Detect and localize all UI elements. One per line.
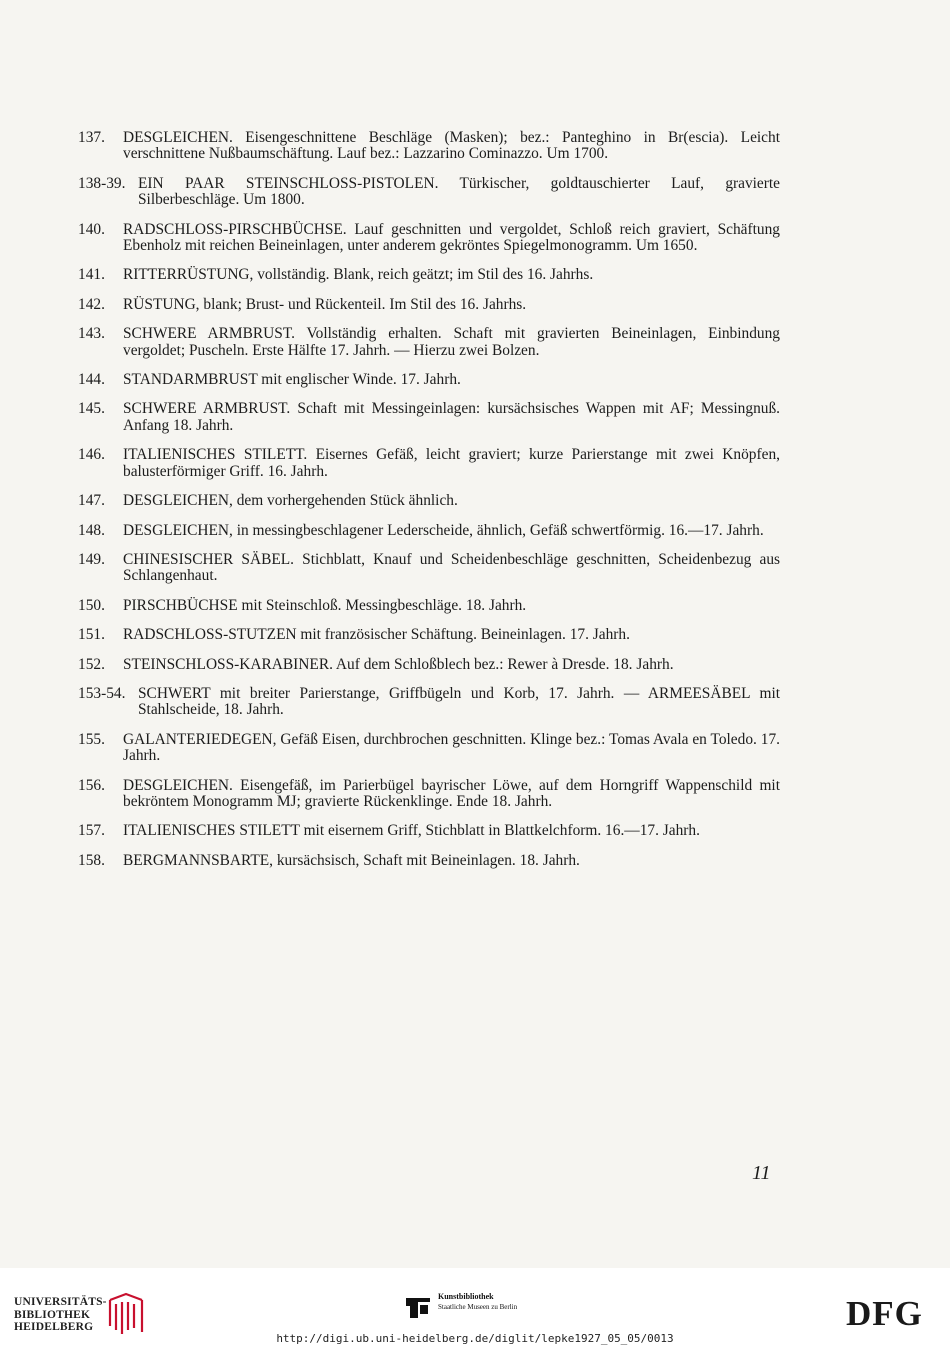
catalog-entry <box>78 372 780 388</box>
entry-number: 138-39. <box>78 174 126 192</box>
entry-text: SCHWERT mit breiter Parierstange, Griffbügeln und Korb, 17. Jahrh. — ARMEESÄBEL mit Stahlscheide, 18. Jahrh. <box>138 684 780 719</box>
catalog-entry <box>78 627 780 643</box>
entry-text: STEINSCHLOSS-KARABINER. Auf dem Schloßblech bez.: Rewer à Dresde. 18. Jahrh. <box>123 655 674 673</box>
entry-number: 155. <box>78 730 105 748</box>
entry-text: SCHWERE ARMBRUST. Vollständig erhalten. Schaft mit gravierten Beineinlagen, Einbindung vergoldet; Puscheln. Erste Hälfte 17. Jahrh. — Hierzu zwei Bolzen. <box>123 325 780 359</box>
entry-number: 146. <box>78 446 105 464</box>
entry-number: 143. <box>78 325 105 343</box>
entry-text: ITALIENISCHES STILETT. Eisernes Gefäß, leicht graviert; kurze Parierstange mit zwei Knöpfen, balusterförmiger Griff. 16. Jahrh. <box>123 446 780 480</box>
entry-text: CHINESISCHER SÄBEL. Stichblatt, Knauf und Scheidenbeschläge geschnitten, Scheidenbezug aus Schlangenhaut. <box>123 550 780 585</box>
entry-text: RÜSTUNG, blank; Brust- und Rückenteil. Im Stil des 16. Jahrhs. <box>123 295 527 313</box>
entry-text: DESGLEICHEN. Eisengeschnittene Beschläge (Masken); bez.: Panteghino in Br(escia). Leicht verschnittene Nußbaumschäftung. Lauf bez.: Lazzarino Cominazzo. Um 1700. <box>123 129 780 163</box>
catalog-entry <box>78 686 780 719</box>
entry-text: RADSCHLOSS-PIRSCHBÜCHSE. Lauf geschnitten und vergoldet, Schloß reich graviert, Schäftung Ebenholz mit reichen Beineinlagen, unter anderem gekröntes Spiegelmonogramm. Um 1650. <box>123 220 780 255</box>
entry-text: STANDARMBRUST mit englischer Winde. 17. Jahrh. <box>123 371 461 389</box>
ub-line-2: BIBLIOTHEK <box>14 1308 91 1321</box>
dfg-logo[interactable]: DFG <box>846 1294 923 1333</box>
ub-line-1: UNIVERSITÄTS- <box>14 1296 107 1308</box>
catalog-entry <box>78 176 780 209</box>
kunstbibliothek-icon <box>404 1292 432 1320</box>
entry-number: 148. <box>78 521 105 539</box>
entry-text: ITALIENISCHES STILETT mit eisernem Griff, Stichblatt in Blattkelchform. 16.—17. Jahrh. <box>123 822 700 840</box>
entry-number: 144. <box>78 371 105 389</box>
catalog-entry <box>78 447 780 480</box>
entry-text: SCHWERE ARMBRUST. Schaft mit Messingeinlagen: kursächsisches Wappen mit AF; Messingnuß. Anfang 18. Jahrh. <box>123 400 780 434</box>
entry-number: 141. <box>78 266 105 284</box>
ub-heidelberg-logo[interactable] <box>14 1296 154 1336</box>
catalog-entry <box>78 326 780 359</box>
entry-text: RITTERRÜSTUNG, vollständig. Blank, reich geätzt; im Stil des 16. Jahrhs. <box>123 266 594 284</box>
entry-number: 145. <box>78 400 105 418</box>
entry-number: 142. <box>78 295 105 313</box>
entry-text: EIN PAAR STEINSCHLOSS-PISTOLEN. Türkischer, goldtauschierter Lauf, gravierte Silberbeschläge. Um 1800. <box>138 174 780 209</box>
entry-number: 150. <box>78 596 105 614</box>
entry-text: GALANTERIEDEGEN, Gefäß Eisen, durchbrochen geschnitten. Klinge bez.: Tomas Avala en Toledo. 17. Jahrh. <box>123 730 780 765</box>
entry-number: 152. <box>78 655 105 673</box>
entry-text: DESGLEICHEN. Eisengefäß, im Parierbügel bayrischer Löwe, auf dem Horngriff Wappenschild mit bekröntem Monogramm MJ; gravierte Rückenklinge. Ende 18. Jahrh. <box>123 776 780 810</box>
entry-number: 137. <box>78 129 105 146</box>
catalog-entry <box>78 401 780 434</box>
kunstbibliothek-subtitle: Staatliche Museen zu Berlin <box>438 1303 518 1311</box>
entry-text: DESGLEICHEN, in messingbeschlagener Lederscheide, ähnlich, Gefäß schwertförmig. 16.—17. Jahrh. <box>123 521 764 539</box>
ub-heidelberg-text <box>14 1296 107 1334</box>
page-number: 11 <box>752 1162 771 1184</box>
catalog-entry <box>78 732 780 765</box>
catalog-entry <box>78 493 780 509</box>
entry-number: 158. <box>78 851 105 869</box>
catalog-entry <box>78 552 780 585</box>
entry-number: 149. <box>78 550 105 568</box>
entry-number: 156. <box>78 776 105 794</box>
catalog-entry <box>78 267 780 283</box>
kunstbibliothek-title: Kunstbibliothek <box>438 1292 494 1301</box>
catalog-entry <box>78 657 780 673</box>
entry-text: RADSCHLOSS-STUTZEN mit französischer Schäftung. Beineinlagen. 17. Jahrh. <box>123 626 630 644</box>
entry-number: 147. <box>78 492 105 510</box>
ub-mark-icon <box>106 1292 146 1336</box>
catalog-entry <box>78 523 780 539</box>
catalog-entry <box>78 222 780 255</box>
entry-text: PIRSCHBÜCHSE mit Steinschloß. Messingbeschläge. 18. Jahrh. <box>123 596 527 614</box>
catalog-entry <box>78 297 780 313</box>
kunstbibliothek-logo[interactable] <box>404 1290 574 1326</box>
entry-number: 140. <box>78 220 105 238</box>
entry-list <box>78 130 780 882</box>
catalog-entry <box>78 778 780 811</box>
catalog-entry <box>78 823 780 839</box>
entry-text: DESGLEICHEN, dem vorhergehenden Stück ähnlich. <box>123 492 458 510</box>
ub-line-3: HEIDELBERG <box>14 1321 94 1333</box>
page-url[interactable]: http://digi.ub.uni-heidelberg.de/diglit/lepke1927_05_05/0013 <box>276 1332 674 1345</box>
catalog-entry <box>78 853 780 869</box>
catalog-entry <box>78 130 780 163</box>
entry-number: 151. <box>78 626 105 644</box>
catalog-entry <box>78 598 780 614</box>
entry-text: BERGMANNSBARTE, kursächsisch, Schaft mit Beineinlagen. 18. Jahrh. <box>123 851 580 869</box>
entry-number: 157. <box>78 822 105 840</box>
entry-number: 153-54. <box>78 684 126 702</box>
